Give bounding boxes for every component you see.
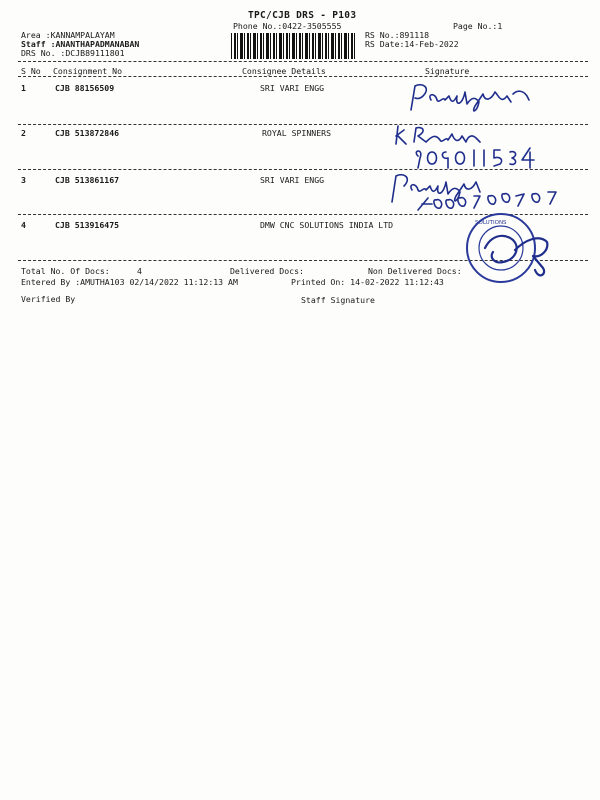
verified-by: Verified By [21,294,76,304]
col-sno: S No [21,66,41,76]
signature-2 [392,122,502,148]
col-consignee: Consignee Details [242,66,326,76]
area: Area :KANNAMPALAYAM [21,30,115,40]
row-consignment: CJB 88156509 [55,83,115,93]
divider [18,76,588,77]
delivered-docs-label: Delivered Docs: [230,266,304,276]
row-consignee: SRI VARI ENGG [260,83,325,93]
col-signature: Signature [425,66,470,76]
row-consignee: DMW CNC SOLUTIONS INDIA LTD [260,220,394,230]
row-sno: 1 [21,83,26,93]
printed-on: Printed On: 14-02-2022 11:12:43 [291,277,444,287]
non-delivered-docs-label: Non Delivered Docs: [368,266,462,276]
svg-text:SOLUTIONS: SOLUTIONS [475,220,507,226]
row-sno: 2 [21,128,26,138]
total-docs-label: Total No. Of Docs: [21,266,110,276]
row-sno: 4 [21,220,26,230]
barcode [231,33,355,59]
entered-by: Entered By :AMUTHA103 02/14/2022 11:12:13 AM [21,277,238,287]
phone-number: Phone No.:0422-3505555 [233,21,342,31]
signature-2-phone [410,146,540,170]
row-consignment: CJB 513916475 [55,220,120,230]
divider [18,61,588,62]
staff-signature: Staff Signature [301,295,375,305]
divider [18,124,588,125]
rs-number: RS No.:891118 [365,30,430,40]
total-docs-value: 4 [137,266,142,276]
row-consignee: ROYAL SPINNERS [262,128,332,138]
row-sno: 3 [21,175,26,185]
document-title: TPC/CJB DRS - P103 [248,10,357,21]
company-stamp-icon [455,210,565,290]
rs-date: RS Date:14-Feb-2022 [365,39,459,49]
row-consignment: CJB 513872846 [55,128,120,138]
staff: Staff :ANANTHAPADMANABAN [21,39,140,49]
page-number: Page No.:1 [453,21,503,31]
row-consignee: SRI VARI ENGG [260,175,325,185]
drs-number: DRS No. :DCJB89111801 [21,48,125,58]
col-consignment: Consignment No [53,66,123,76]
row-consignment: CJB 513861167 [55,175,120,185]
signature-1 [405,78,555,118]
